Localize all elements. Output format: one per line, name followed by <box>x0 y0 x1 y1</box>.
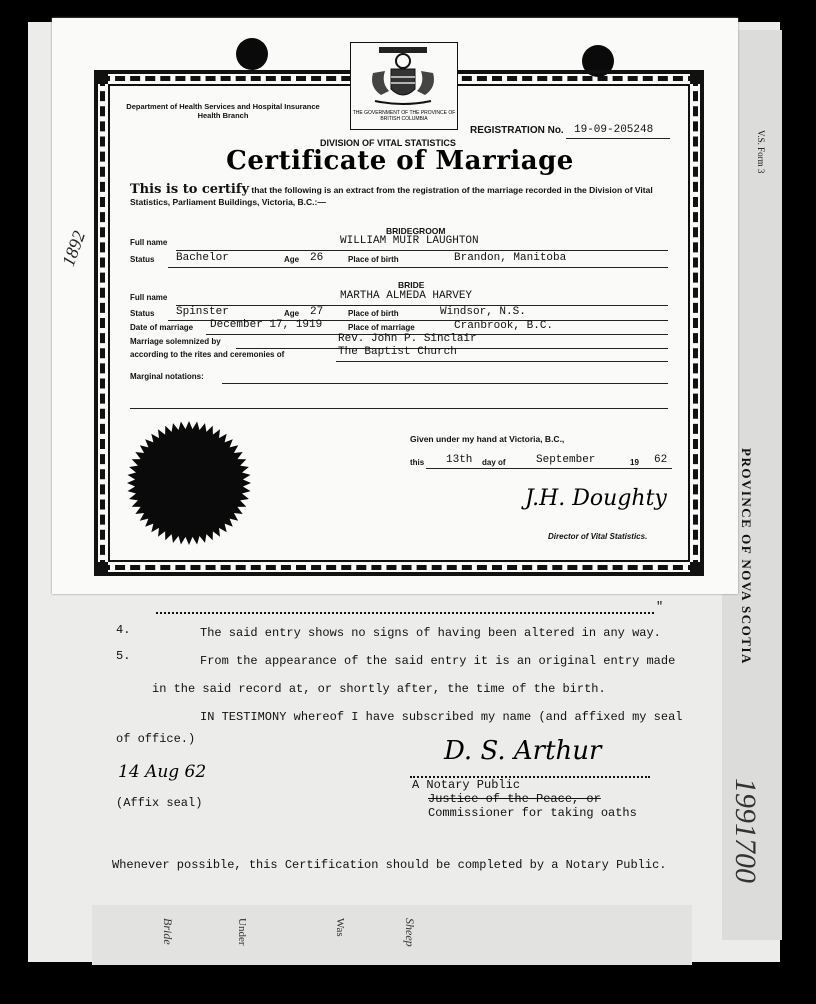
day-of-label: day of <box>482 458 506 467</box>
rites: The Baptist Church <box>338 346 457 358</box>
rites-label: according to the rites and ceremonies of <box>130 350 285 359</box>
groom-name: WILLIAM MUIR LAUGHTON <box>340 235 479 247</box>
province-label: PROVINCE OF NOVA SCOTIA <box>739 448 754 665</box>
marriage-date: December 17, 1919 <box>210 319 323 331</box>
rule <box>222 383 668 384</box>
groom-name-label: Full name <box>130 238 168 247</box>
fragment-4: Sheep <box>403 918 417 947</box>
border-corner <box>94 562 108 576</box>
year-prefix: 19 <box>630 458 639 467</box>
item-5-line-2: in the said record at, or shortly after, the time of the birth. <box>152 682 606 696</box>
this-label: this <box>410 458 425 467</box>
groom-birthplace-label: Place of birth <box>348 255 399 264</box>
bride-age: 27 <box>310 306 324 318</box>
rule <box>176 250 668 251</box>
solemnized-by: Rev. John P. Sinclair <box>338 333 477 345</box>
certify-lead: This is to certify <box>130 182 250 197</box>
item-4-number: 4. <box>116 623 131 637</box>
certify-statement <box>130 184 686 208</box>
bridegroom-heading: BRIDEGROOM <box>386 226 446 236</box>
issue-month: September <box>536 454 596 466</box>
notary-public-option: A Notary Public <box>412 778 521 792</box>
fragment-1: Bride <box>161 918 175 945</box>
marriage-place: Cranbrook, B.C. <box>454 320 554 332</box>
border-corner <box>690 70 704 84</box>
rule <box>176 305 668 306</box>
item-5-line-1: From the appearance of the said entry it is an original entry made <box>200 654 676 668</box>
fragment-2: Under <box>236 918 248 946</box>
division-heading: DIVISION OF VITAL STATISTICS <box>320 138 456 148</box>
rule <box>130 408 668 409</box>
bride-birthplace: Windsor, N.S. <box>440 306 526 318</box>
marriage-date-label: Date of marriage <box>130 323 194 332</box>
form-number: V.S. Form 3 <box>756 130 766 174</box>
bride-heading: BRIDE <box>398 280 425 290</box>
fragment-3: Was <box>334 918 346 937</box>
affix-seal-label: (Affix seal) <box>116 796 203 810</box>
marriage-place-label: Place of marriage <box>348 323 415 332</box>
bride-age-label: Age <box>284 309 300 318</box>
registration-number: 19-09-205248 <box>574 124 654 136</box>
justice-option: Justice of the Peace, or <box>428 792 601 806</box>
crest-caption: THE GOVERNMENT OF THE PROVINCE OF BRITISH COLUMBIA <box>352 110 456 122</box>
completion-footer: Whenever possible, this Certification should be completed by a Notary Public. <box>112 858 667 872</box>
registration-underline <box>566 138 670 139</box>
groom-status: Bachelor <box>176 252 229 264</box>
groom-status-label: Status <box>130 255 155 264</box>
bride-status: Spinster <box>176 306 229 318</box>
rule <box>336 361 668 362</box>
notary-signature: D. S. Arthur <box>444 736 602 766</box>
department-name: Department of Health Services and Hospital Insurance <box>126 102 320 111</box>
rule <box>426 468 672 469</box>
department-heading <box>118 102 328 120</box>
marginal-notations-label: Marginal notations: <box>130 372 204 381</box>
quote-mark: " <box>656 600 664 614</box>
dotted-rule <box>156 612 654 614</box>
item-5-number: 5. <box>116 649 131 663</box>
director-title: Director of Vital Statistics. <box>548 532 648 541</box>
handwritten-date: 14 Aug 62 <box>118 762 207 782</box>
handwritten-number: 1991700 <box>729 778 762 883</box>
rule <box>168 267 668 268</box>
issue-day: 13th <box>446 454 473 466</box>
item-4-text: The said entry shows no signs of having been altered in any way. <box>200 626 661 640</box>
groom-age-label: Age <box>284 255 300 264</box>
issue-year: 62 <box>654 454 668 466</box>
underlying-sheet <box>92 905 692 965</box>
testimony-line-1: IN TESTIMONY whereof I have subscribed my name (and affixed my seal <box>200 710 683 724</box>
certify-text: that the following is an extract from the registration of the marriage recorded in the Division of Vital Statistics, Parliament Buildings, Victoria, B.C.:— <box>130 185 653 207</box>
border-corner <box>94 70 108 84</box>
coat-of-arms-icon <box>351 43 455 109</box>
branch-name: Health Branch <box>197 111 249 120</box>
bride-name: MARTHA ALMEDA HARVEY <box>340 290 473 302</box>
bride-name-label: Full name <box>130 293 168 302</box>
given-statement: Given under my hand at Victoria, B.C., <box>410 434 565 444</box>
solemnized-label: Marriage solemnized by <box>130 337 221 346</box>
certificate-title: Certificate of Marriage <box>226 146 574 176</box>
groom-birthplace: Brandon, Manitoba <box>454 252 567 264</box>
commissioner-option: Commissioner for taking oaths <box>428 806 637 820</box>
seal-icon <box>126 420 252 546</box>
groom-age: 26 <box>310 252 324 264</box>
bride-status-label: Status <box>130 309 155 318</box>
punch-hole-left <box>236 38 268 70</box>
margin-note: 1892 <box>58 228 90 269</box>
border-corner <box>690 562 704 576</box>
director-signature: J.H. Doughty <box>525 486 667 511</box>
testimony-line-2: of office.) <box>116 732 196 746</box>
bride-birthplace-label: Place of birth <box>348 309 399 318</box>
registration-label: REGISTRATION No. <box>470 125 564 136</box>
